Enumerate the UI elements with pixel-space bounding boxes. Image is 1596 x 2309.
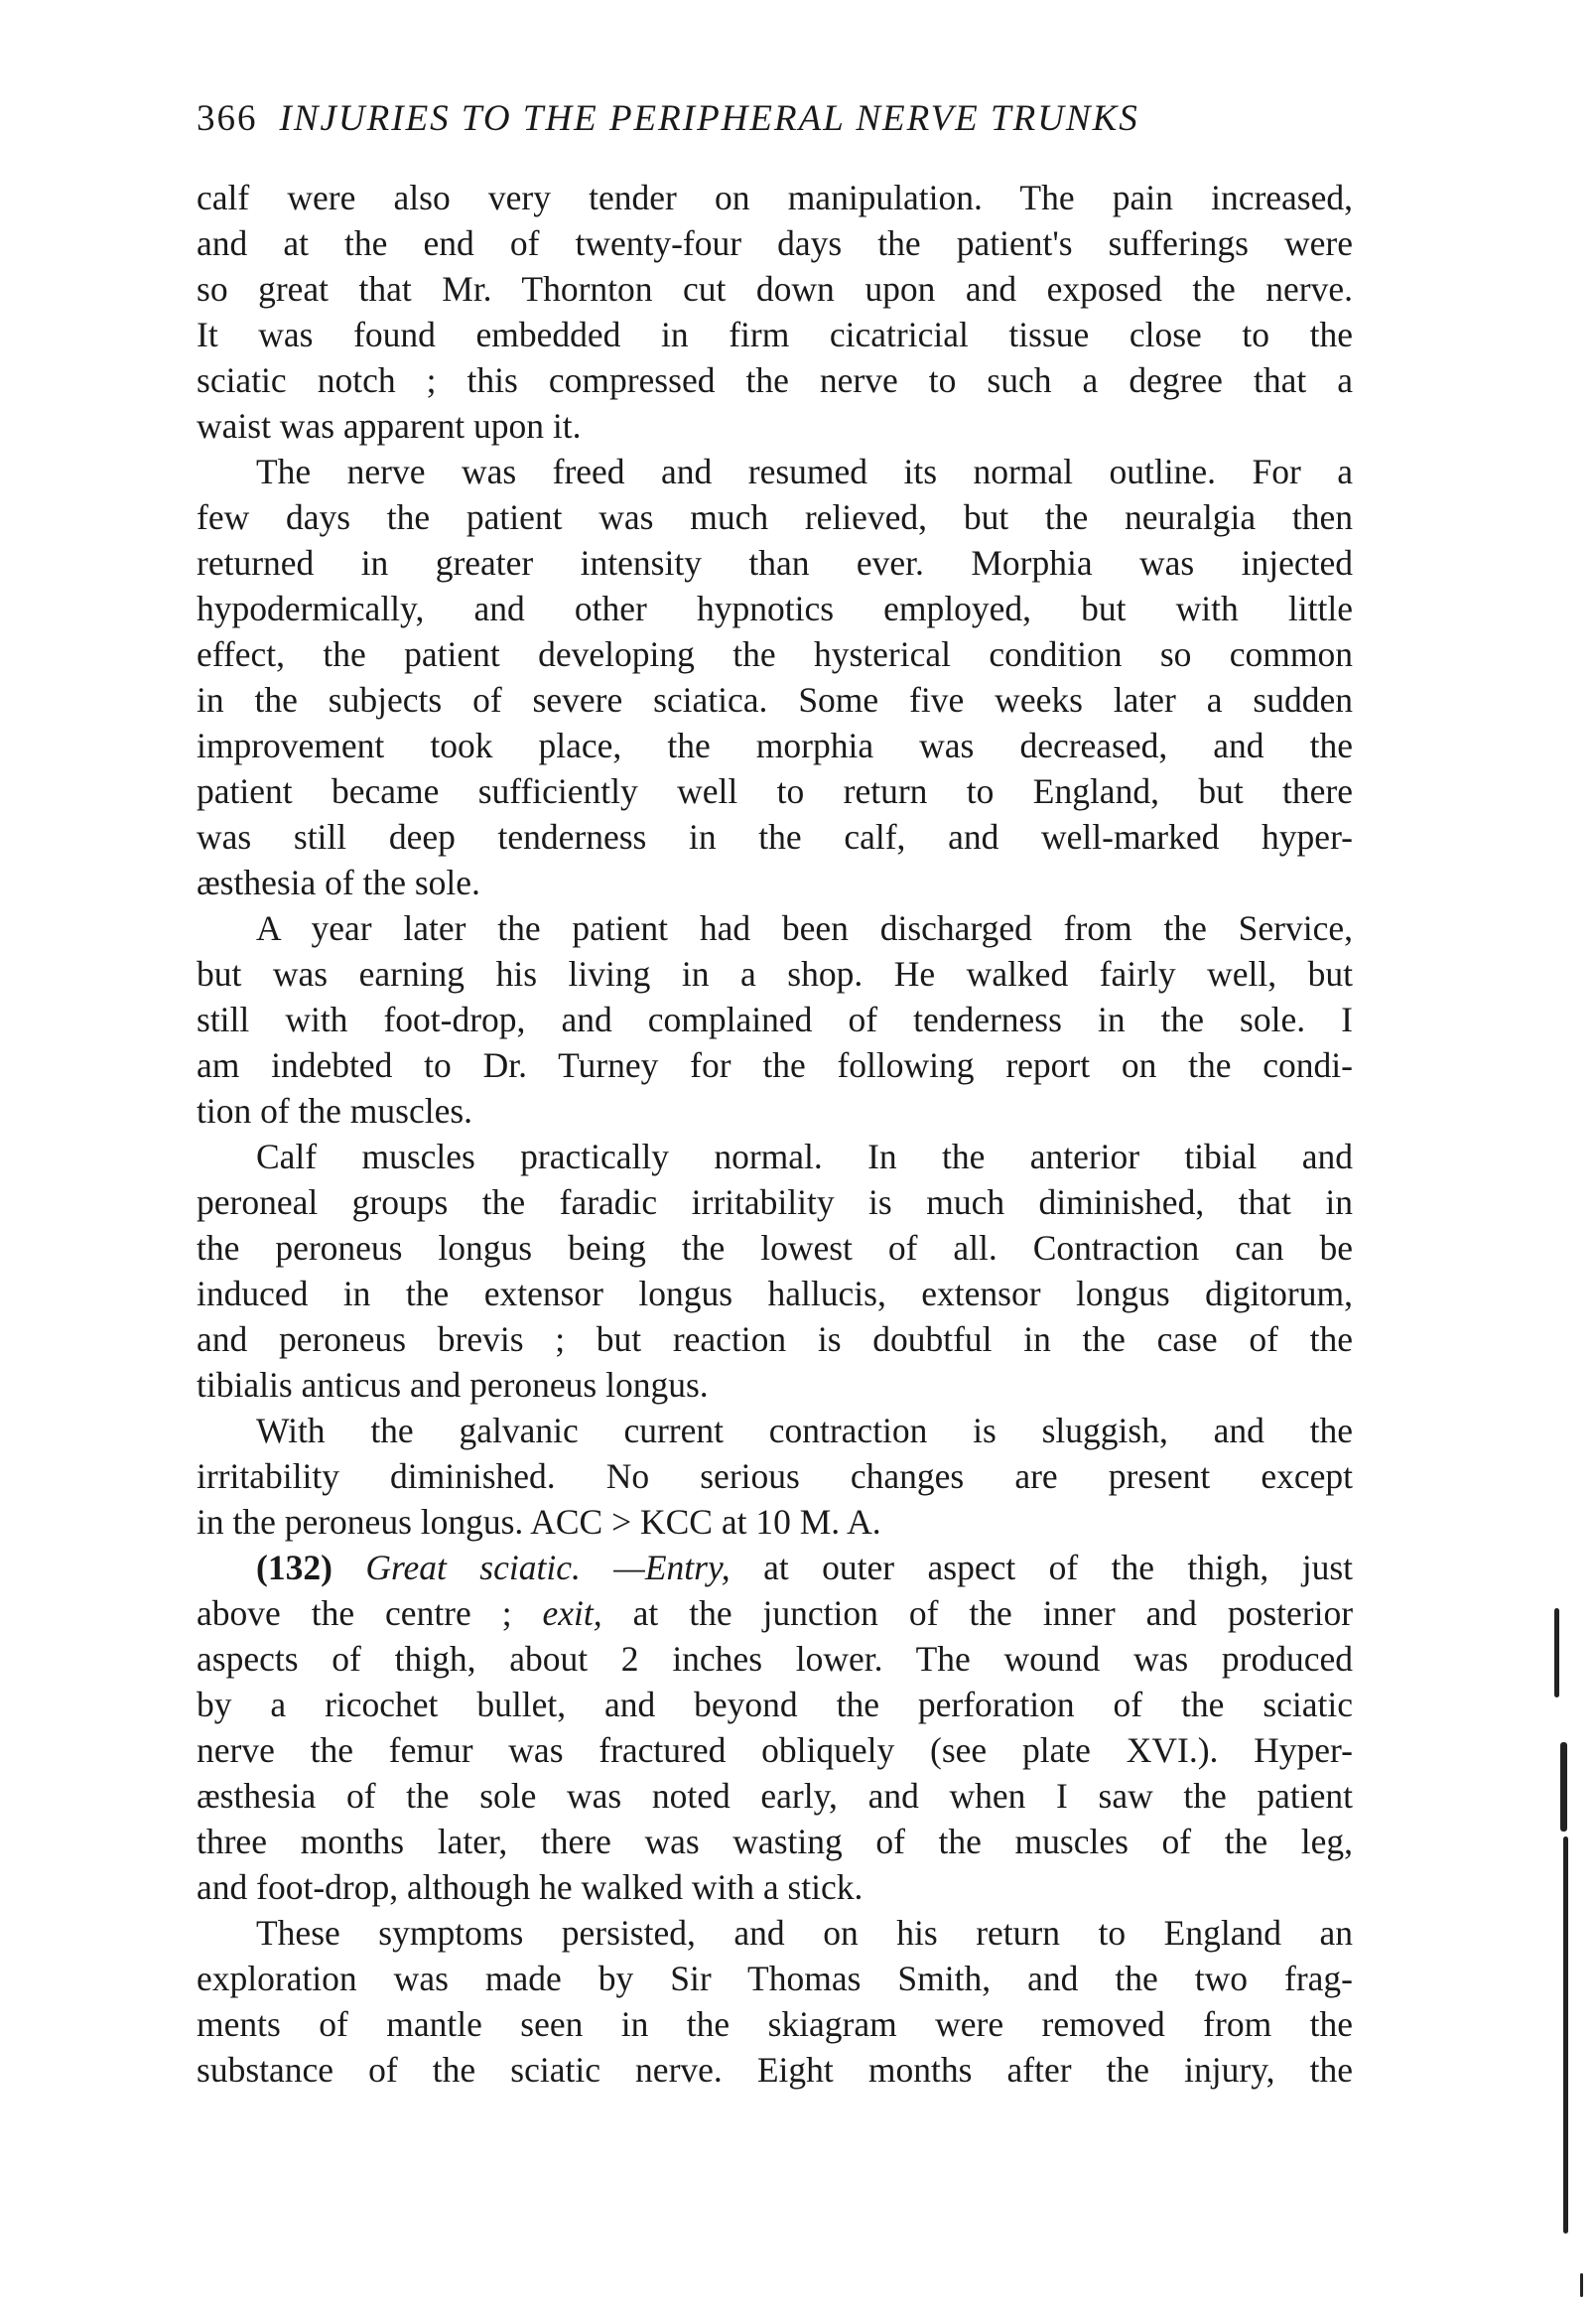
text-line: The nerve was freed and resumed its normal outline. For a <box>256 452 1353 491</box>
text-line: patient became sufficiently well to return to England, but there <box>197 771 1353 811</box>
entry-label: —Entry, <box>613 1548 731 1587</box>
text-line: These symptoms persisted, and on his return to England an <box>256 1913 1353 1953</box>
scan-edge-mark <box>1563 1836 1568 2234</box>
text-line: few days the patient was much relieved, but the neuralgia then <box>197 497 1353 537</box>
text-line: With the galvanic current contraction is sluggish, and the <box>256 1411 1353 1450</box>
text-line: and foot-drop, although he walked with a stick. <box>197 1867 864 1907</box>
text-line: waist was apparent upon it. <box>197 406 582 446</box>
running-header <box>197 97 1353 140</box>
text-line: by a ricochet bullet, and beyond the perforation of the sciatic <box>197 1685 1353 1724</box>
text-line: am indebted to Dr. Turney for the following report on the condi- <box>197 1045 1353 1085</box>
text-line: æsthesia of the sole was noted early, and when I saw the patient <box>197 1776 1353 1816</box>
text-line: nerve the femur was fractured obliquely (see plate XVI.). Hyper- <box>197 1730 1353 1770</box>
text-line: in the peroneus longus. ACC > KCC at 10 M. A. <box>197 1502 881 1542</box>
case-number: (132) <box>256 1548 332 1587</box>
text-line: A year later the patient had been discharged from the Service, <box>256 908 1353 948</box>
text-fragment: above the centre ; <box>197 1593 512 1633</box>
text-line: improvement took place, the morphia was decreased, and the <box>197 726 1353 765</box>
text-line: but was earning his living in a shop. He walked fairly well, but <box>197 954 1353 994</box>
page-number: 366 <box>197 98 258 139</box>
exit-label: exit, <box>542 1593 602 1633</box>
text-line: was still deep tenderness in the calf, and well-marked hyper- <box>197 817 1353 857</box>
text-line: substance of the sciatic nerve. Eight months after the injury, the <box>197 2050 1353 2090</box>
text-line: sciatic notch ; this compressed the nerve to such a degree that a <box>197 360 1353 400</box>
text-line: hypodermically, and other hypnotics employed, but with little <box>197 589 1353 628</box>
text-line: still with foot-drop, and complained of tenderness in the sole. I <box>197 1000 1353 1039</box>
case-heading-line <box>256 1545 1353 1590</box>
text-line: so great that Mr. Thornton cut down upon and exposed the nerve. <box>197 269 1353 309</box>
text-line <box>197 1590 1353 1636</box>
scan-edge-mark <box>1580 2273 1583 2297</box>
text-line: and peroneus brevis ; but reaction is doubtful in the case of the <box>197 1319 1353 1359</box>
text-line: effect, the patient developing the hysterical condition so common <box>197 634 1353 674</box>
text-line: irritability diminished. No serious changes are present except <box>197 1456 1353 1496</box>
text-line: induced in the extensor longus hallucis, extensor longus digitorum, <box>197 1274 1353 1313</box>
text-line: and at the end of twenty-four days the patient's sufferings were <box>197 223 1353 263</box>
text-line: returned in greater intensity than ever. Morphia was injected <box>197 543 1353 583</box>
text-fragment: at outer aspect of the thigh, just <box>763 1548 1354 1587</box>
text-line: exploration was made by Sir Thomas Smith, and the two frag- <box>197 1959 1353 1998</box>
text-line: three months later, there was wasting of the muscles of the leg, <box>197 1822 1353 1861</box>
text-line: aspects of thigh, about 2 inches lower. The wound was produced <box>197 1639 1353 1679</box>
case-title: Great sciatic. <box>365 1548 581 1587</box>
text-line: calf were also very tender on manipulation. The pain increased, <box>197 178 1353 217</box>
text-line: Calf muscles practically normal. In the anterior tibial and <box>256 1137 1353 1176</box>
text-line: ments of mantle seen in the skiagram were removed from the <box>197 2004 1353 2044</box>
text-line: It was found embedded in firm cicatricial tissue close to the <box>197 315 1353 354</box>
text-line: æsthesia of the sole. <box>197 863 480 902</box>
scan-edge-mark <box>1560 1742 1567 1832</box>
text-fragment: at the junction of the inner and posterior <box>632 1593 1354 1633</box>
text-line: the peroneus longus being the lowest of all. Contraction can be <box>197 1228 1353 1268</box>
running-title: INJURIES TO THE PERIPHERAL NERVE TRUNKS <box>279 98 1139 139</box>
text-line: tibialis anticus and peroneus longus. <box>197 1365 709 1405</box>
text-line: in the subjects of severe sciatica. Some five weeks later a sudden <box>197 680 1353 720</box>
text-line: peroneal groups the faradic irritability is much diminished, that in <box>197 1182 1353 1222</box>
text-line: tion of the muscles. <box>197 1091 473 1131</box>
scan-edge-mark <box>1554 1608 1559 1698</box>
